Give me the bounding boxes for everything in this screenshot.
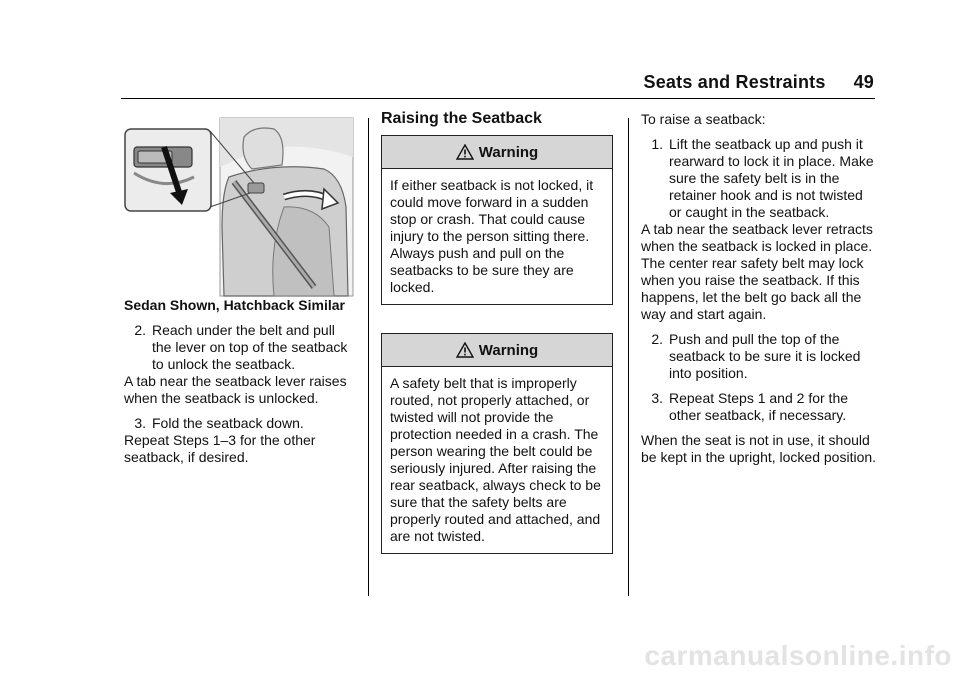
- column-3: [641, 111, 877, 466]
- warning-text: A safety belt that is improperly routed, not properly attached, or twisted will not provide the protection needed in a crash. The person wearing the belt could be seriously injured. After raising the rear seatback, always check to be sure that the safety belts are properly routed and attached, and are not twisted.: [390, 375, 601, 544]
- step-item: [641, 390, 877, 424]
- step-text: Push and pull the top of the seatback to be sure it is locked into position.: [669, 331, 861, 381]
- step-item: [124, 322, 356, 373]
- step-item: [124, 415, 356, 432]
- intro-text: To raise a seatback:: [641, 111, 766, 127]
- watermark: carmanualsonline.info: [644, 640, 952, 671]
- warning-triangle-icon: [456, 144, 474, 160]
- column-divider: [368, 118, 369, 596]
- warning-title: Warning: [478, 143, 539, 161]
- seat-lever-illustration: [124, 117, 354, 297]
- figure-caption: Sedan Shown, Hatchback Similar: [124, 297, 345, 313]
- warning-box: [381, 135, 613, 305]
- step-item: [641, 331, 877, 382]
- step-number: 3.: [134, 415, 146, 431]
- column-divider: [628, 118, 629, 596]
- column-1: [124, 117, 356, 466]
- page-header: [644, 72, 875, 93]
- closing-text: When the seat is not in use, it should be kept in the upright, locked position.: [641, 432, 877, 465]
- section-title: Seats and Restraints: [643, 72, 826, 92]
- warning-text: If either seatback is not locked, it could move forward in a sudden stop or crash. That could cause injury to the person sitting there. Always push and pull on the seatbacks to be sure they are locked.: [390, 177, 594, 295]
- step-note: Repeat Steps 1–3 for the other seatback, if desired.: [124, 432, 316, 465]
- step-number: 2.: [651, 331, 663, 347]
- warning-triangle-icon: [456, 342, 474, 358]
- page-number: 49: [853, 72, 874, 92]
- step-text: Repeat Steps 1 and 2 for the other seatback, if necessary.: [669, 390, 849, 423]
- warning-header: [382, 334, 612, 367]
- step-number: 1.: [651, 136, 663, 152]
- step-number: 2.: [134, 322, 146, 338]
- warning-title: Warning: [478, 341, 539, 359]
- step-text: Fold the seatback down.: [152, 415, 304, 431]
- step-note: The center rear safety belt may lock when you raise the seatback. If this happens, let the belt go back all the way and start again.: [641, 255, 864, 322]
- header-rule: [121, 98, 875, 99]
- warning-header: [382, 136, 612, 169]
- section-heading: Raising the Seatback: [381, 110, 542, 127]
- step-text: Reach under the belt and pull the lever on top of the seatback to unlock the seatback.: [152, 322, 348, 372]
- step-note: A tab near the seatback lever raises when the seatback is unlocked.: [124, 373, 347, 406]
- warning-box: [381, 333, 613, 554]
- step-note: A tab near the seatback lever retracts when the seatback is locked in place.: [641, 221, 873, 254]
- step-number: 3.: [651, 390, 663, 406]
- step-text: Lift the seatback up and push it rearward to lock it in place. Make sure the safety belt is in the retainer hook and is not twisted or caught in the seatback.: [669, 136, 874, 220]
- column-2: [381, 110, 613, 582]
- step-item: [641, 136, 877, 221]
